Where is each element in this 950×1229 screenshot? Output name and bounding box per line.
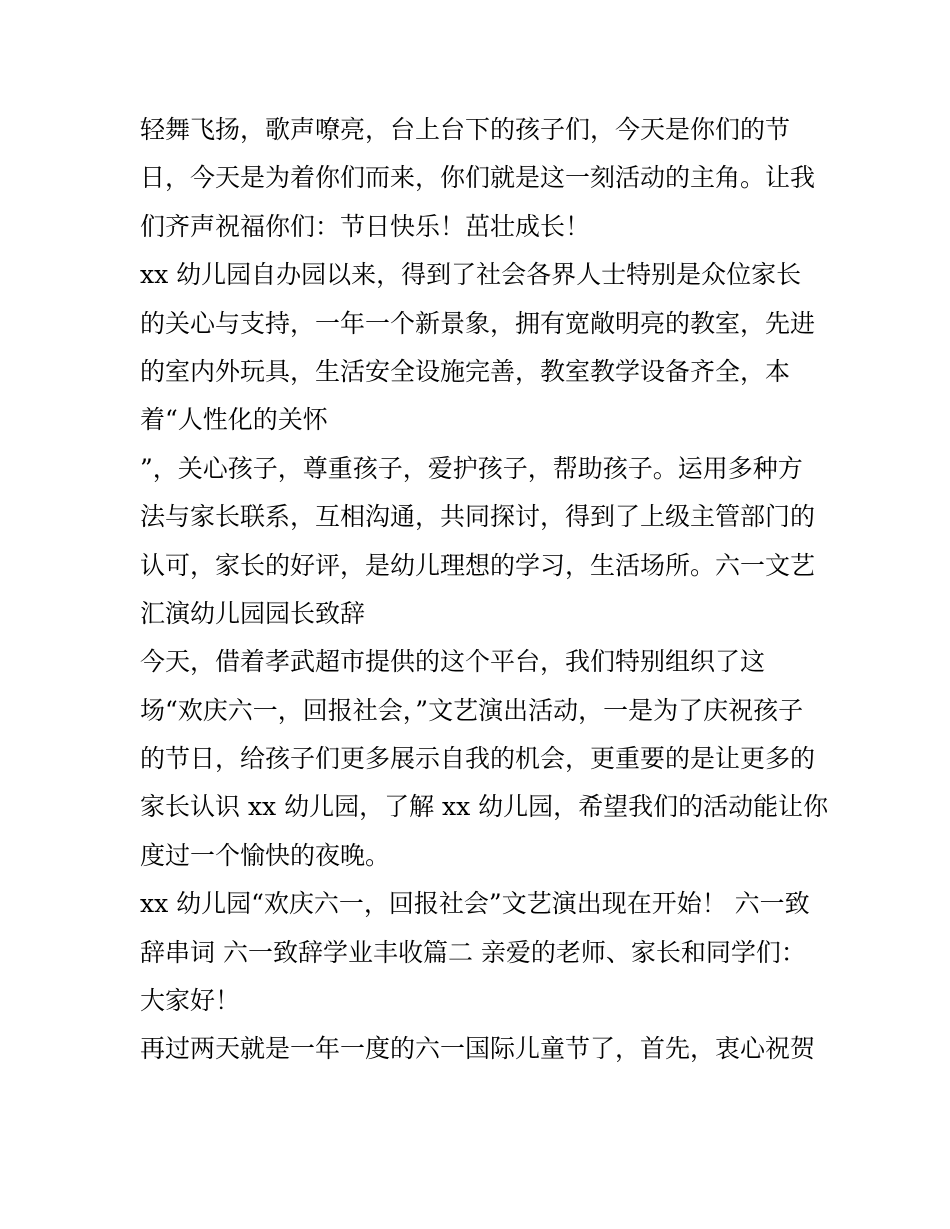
document-body [140,106,829,1074]
text-line: ”，关心孩子，尊重孩子，爱护孩子，帮助孩子。运用多种方 [140,453,803,483]
text-line: 们齐声祝福你们：节日快乐！茁壮成长！ [140,211,591,241]
text-line: 的关心与支持，一年一个新景象，拥有宽敞明亮的教室，先进 [140,308,816,338]
text-line: 再过两天就是一年一度的六一国际儿童节了，首先，衷心祝贺 [140,1034,816,1064]
text-line: xx 幼儿园“欢庆六一，回报社会”文艺演出现在开始！ 六一致 [140,889,810,919]
text-line: 家长认识 xx 幼儿园，了解 xx 幼儿园，希望我们的活动能让你 [140,792,829,822]
text-line: 着“人性化的关怀 [140,405,328,435]
text-line: 今天，借着孝武超市提供的这个平台，我们特别组织了这 [140,647,766,677]
text-line: xx 幼儿园自办园以来，得到了社会各界人士特别是众位家长 [140,260,802,290]
text-line: 大家好！ [140,986,241,1016]
text-line: 日，今天是为着你们而来，你们就是这一刻活动的主角。让我 [140,163,816,193]
text-line: 认可，家长的好评，是幼儿理想的学习，生活场所。六一文艺 [140,550,816,580]
text-line: 汇演幼儿园园长致辞 [140,598,366,628]
text-line: 法与家长联系，互相沟通，共同探讨，得到了上级主管部门的 [140,502,816,532]
text-line: 的节日，给孩子们更多展示自我的机会，更重要的是让更多的 [140,744,816,774]
text-line: 的室内外玩具，生活安全设施完善，教室教学设备齐全，本 [140,356,791,386]
text-line: 度过一个愉快的夜晚。 [140,840,391,870]
text-line: 场“欢庆六一，回报社会，”文艺演出活动，一是为了庆祝孩子 [140,695,804,725]
text-line: 轻舞飞扬，歌声嘹亮，台上台下的孩子们，今天是你们的节 [140,115,791,144]
text-line: 辞串词 六一致辞学业丰收篇二 亲爱的老师、家长和同学们： [140,937,806,967]
